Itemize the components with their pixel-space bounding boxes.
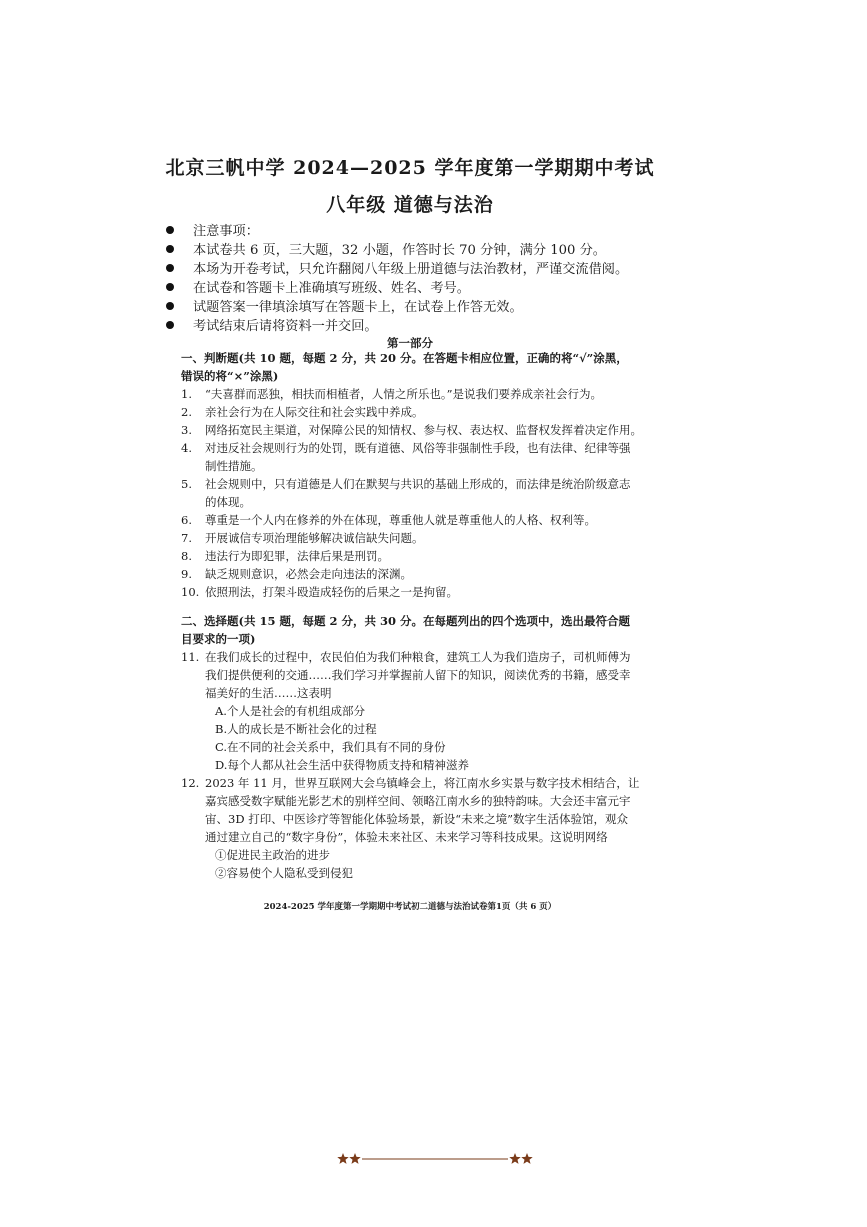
option-1: ①促进民主政治的进步 (215, 848, 330, 862)
question-item: 11. 在我们成长的过程中，农民伯伯为我们种粮食，建筑工人为我们造房子，司机师傅为 我们提供便利的交通……我们学习并掌握前人留下的知识，阅读优秀的书籍，感受幸 福美好的生活……这表明 A.个人是社会的有机组成部分 B.人的成长是不断社会化的过程 C.在不同的社会关系中，我们具有不同的身份 D.每个人都从社会生活中获得物质支持和精神滋养 (181, 648, 656, 774)
section-multiple-choice (181, 612, 656, 882)
bullet-icon (166, 226, 174, 234)
question-item: 6. 尊重是一个人内在修养的外在体现，尊重他人就是尊重他人的人格、权利等。 (181, 513, 596, 527)
star-icon (509, 1153, 520, 1164)
notice-item: 本场为开卷考试，只允许翻阅八年级上册道德与法治教材，严谨交流借阅。 (166, 258, 726, 277)
option-d: D.每个人都从社会生活中获得物质支持和精神滋养 (215, 758, 469, 772)
option-2: ②容易使个人隐私受到侵犯 (215, 866, 353, 880)
option-b: B.人的成长是不断社会化的过程 (215, 722, 377, 736)
page-footer: 2024-2025 学年度第一学期期中考试初二道德与法治试卷第1页（共 6 页） (263, 902, 557, 912)
exam-subject: 八年级 道德与法治 (326, 194, 494, 216)
notice-item: 注意事项： (166, 220, 726, 239)
section-heading: 错误的将“×”涂黑) (181, 369, 279, 383)
option-c: C.在不同的社会关系中，我们具有不同的身份 (215, 740, 446, 754)
star-icon (521, 1153, 532, 1164)
bullet-icon (166, 283, 174, 291)
section-heading: 目要求的一项) (181, 632, 256, 646)
question-item: 7. 开展诚信专项治理能够解决诚信缺失问题。 (181, 531, 424, 545)
question-item: 5. 社会规则中，只有道德是人们在默契与共识的基础上形成的，而法律是统治阶级意志 的体现。 (181, 477, 631, 509)
notice-item: 本试卷共 6 页，三大题，32 小题，作答时长 70 分钟，满分 100 分。 (166, 239, 726, 258)
notice-item: 试题答案一律填涂填写在答题卡上，在试卷上作答无效。 (166, 296, 726, 315)
notice-list (166, 220, 726, 334)
star-divider-icon (336, 1150, 534, 1168)
bullet-icon (166, 321, 174, 329)
star-icon (337, 1153, 348, 1164)
star-icon (349, 1153, 360, 1164)
section-true-false (181, 349, 656, 601)
question-item: 12. 2023 年 11 月，世界互联网大会乌镇峰会上，将江南水乡实景与数字技术相结合，让 嘉宾感受数字赋能光影艺术的别样空间、领略江南水乡的独特韵味。大会还丰富元宇 宙、3D 打印、中医诊疗等智能化体验场景，新设“未来之境”数字生活体验馆，观众 通过建立自己的“数字身份”，体验未来社区、未来学习等科技成果。这说明网络 ①促进民主政治的进步 ②容易使个人隐私受到侵犯 (181, 774, 656, 882)
question-item: 8. 违法行为即犯罪，法律后果是刑罚。 (181, 549, 389, 563)
section-heading: 二、选择题(共 15 题，每题 2 分，共 30 分。在每题列出的四个选项中，选出最符合题 (181, 614, 630, 628)
notice-item: 考试结束后请将资料一并交回。 (166, 315, 726, 334)
question-item: 3. 网络拓宽民主渠道，对保障公民的知情权、参与权、表达权、监督权发挥着决定作用。 (181, 423, 642, 437)
notice-item: 在试卷和答题卡上准确填写班级、姓名、考号。 (166, 277, 726, 296)
question-item: 9. 缺乏规则意识，必然会走向违法的深渊。 (181, 567, 412, 581)
bullet-icon (166, 302, 174, 310)
question-item: 4. 对违反社会规则行为的处罚，既有道德、风俗等非强制性手段，也有法律、纪律等强 制性措施。 (181, 441, 631, 473)
question-item: 10. 依照刑法，打架斗殴造成轻伤的后果之一是拘留。 (181, 585, 458, 599)
section-heading: 一、判断题(共 10 题，每题 2 分，共 20 分。在答题卡相应位置，正确的将“√”涂黑， (181, 351, 628, 365)
question-item: 2. 亲社会行为在人际交往和社会实践中养成。 (181, 405, 424, 419)
bullet-icon (166, 264, 174, 272)
question-item: 1. “夫喜群而恶独，相扶而相植者，人情之所乐也。”是说我们要养成亲社会行为。 (181, 387, 603, 401)
exam-title: 北京三帆中学 2024—2025 学年度第一学期期中考试 (165, 157, 655, 179)
part-title: 第一部分 (387, 336, 433, 350)
bullet-icon (166, 245, 174, 253)
option-a: A.个人是社会的有机组成部分 (215, 704, 365, 718)
